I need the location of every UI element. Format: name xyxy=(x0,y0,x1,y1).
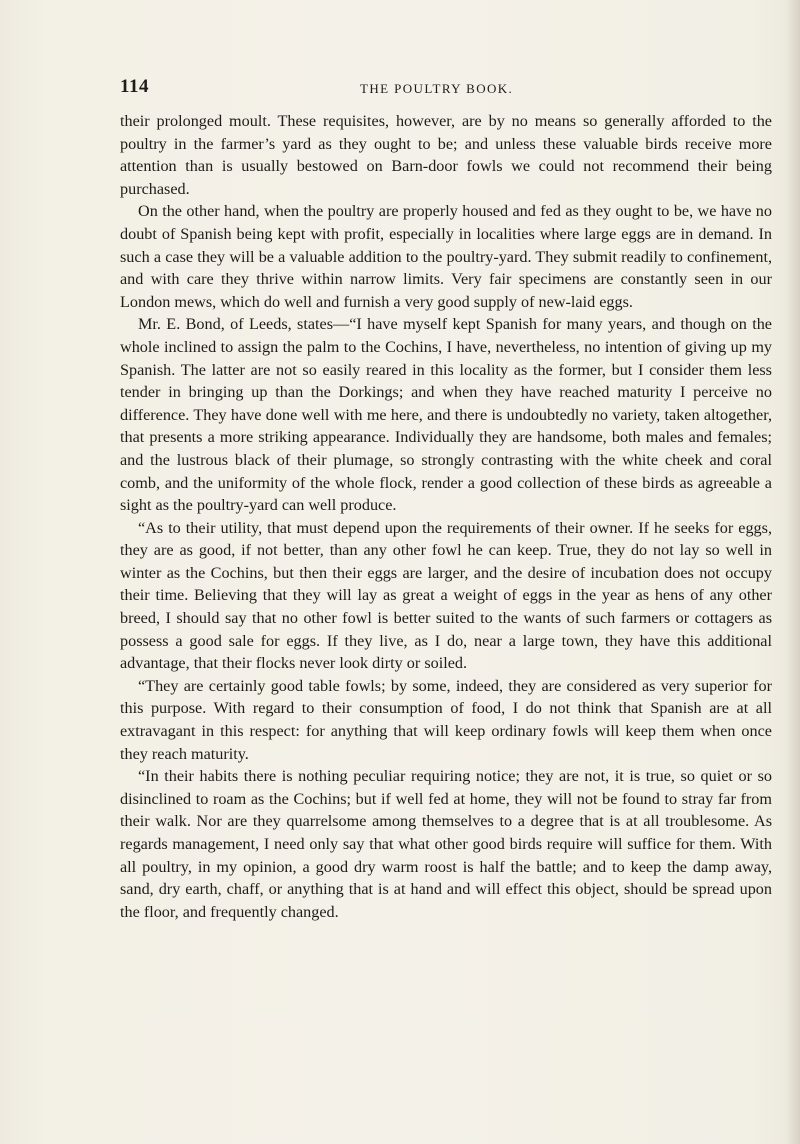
page-header xyxy=(120,76,760,102)
paragraph: “They are certainly good table fowls; by some, indeed, they are considered as very superior for this purpose. With regard to their consumption of food, I do not think that Spanish are at all extravagant in this respect: for anything that will keep ordinary fowls will keep them when once they reach maturity. xyxy=(120,676,772,763)
paragraph: “In their habits there is nothing peculiar requiring notice; they are not, it is true, so quiet or so disinclined to roam as the Cochins; but if well fed at home, they will not be found to stray far from their walk. Nor are they quarrelsome among themselves to a degree that is at all troublesome. As regards management, I need only say that what other good birds require will suffice for them. With all poultry, in my opinion, a good dry warm roost is half the battle; and to keep the damp away, sand, dry earth, chaff, or anything that is at hand and will effect this object, should be spread upon the floor, and frequently changed. xyxy=(120,767,772,921)
page-number: 114 xyxy=(120,76,149,97)
paragraph: their prolonged moult. These requisites, however, are by no means so generally afforded to the poultry in the farmer’s yard as they ought to be; and unless these valuable birds receive more attention than is usually bestowed on Barn-door fowls we could not recommend their being purchased. xyxy=(120,112,772,198)
body-text xyxy=(120,110,772,923)
page-edge-shadow xyxy=(786,0,800,1144)
paragraph: Mr. E. Bond, of Leeds, states—“I have myself kept Spanish for many years, and though on the whole inclined to assign the palm to the Cochins, I have, nevertheless, no intention of giving up my Spanish. The latter are not so easily reared in this locality as the former, but I consider them less tender in bringing up than the Dorkings; and when they have reached maturity I perceive no difference. They have done well with me here, and there is undoubtedly no variety, taken altogether, that presents a more striking appearance. Individually they are handsome, both males and females; and the lustrous black of their plumage, so strongly contrasting with the white cheek and coral comb, and the uniformity of the whole flock, render a good collection of these birds as agreeable a sight as the poultry-yard can well produce. xyxy=(120,315,772,515)
paragraph: “As to their utility, that must depend upon the requirements of their owner. If he seeks for eggs, they are as good, if not better, than any other fowl he can keep. True, they do not lay so well in winter as the Cochins, but then their eggs are larger, and the desire of incubation does not occupy their time. Believing that they will lay as great a weight of eggs in the year as hens of any other breed, I should say that no other fowl is better suited to the wants of such farmers or cottagers as possess a good sale for eggs. If they live, as I do, near a large town, they have this additional advantage, that their flocks never look dirty or soiled. xyxy=(120,518,772,673)
paragraph: On the other hand, when the poultry are properly housed and fed as they ought to be, we have no doubt of Spanish being kept with profit, especially in localities where large eggs are in demand. In such a case they will be a valuable addition to the poultry-yard. They submit readily to confinement, and with care they thrive within narrow limits. Very fair specimens are constantly seen in our London mews, which do well and furnish a very good supply of new-laid eggs. xyxy=(120,202,772,311)
running-head: THE POULTRY BOOK. xyxy=(360,81,514,96)
